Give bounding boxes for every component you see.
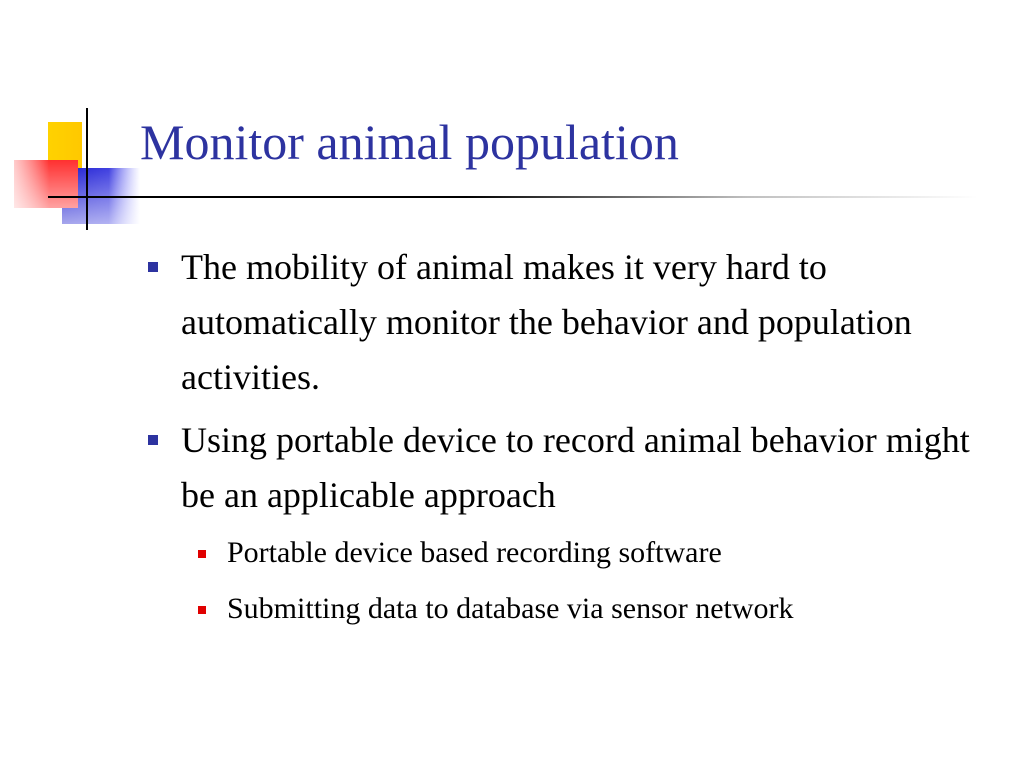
deco-vertical-line: [86, 108, 88, 230]
bullet-text: Using portable device to record animal behavior might be an applicable approach: [181, 420, 970, 515]
sub-bullet-item: [181, 525, 1000, 581]
sub-bullet-text: Portable device based recording software: [227, 536, 722, 569]
bullet-item: [140, 240, 1000, 405]
bullet-list: [140, 240, 1000, 645]
corner-decoration-graphic: [0, 0, 160, 240]
title-divider: [48, 196, 978, 198]
square-bullet-icon: [198, 606, 206, 614]
sub-bullet-item: [181, 581, 1000, 637]
square-bullet-icon: [198, 550, 206, 558]
square-bullet-icon: [148, 262, 158, 272]
sub-bullet-list: [181, 525, 1000, 637]
square-bullet-icon: [148, 435, 158, 445]
bullet-item: [140, 413, 1000, 637]
bullet-text: The mobility of animal makes it very hard to automatically monitor the behavior and population activities.: [181, 247, 912, 397]
sub-bullet-text: Submitting data to database via sensor network: [227, 592, 794, 625]
slide-title: Monitor animal population: [140, 114, 679, 170]
